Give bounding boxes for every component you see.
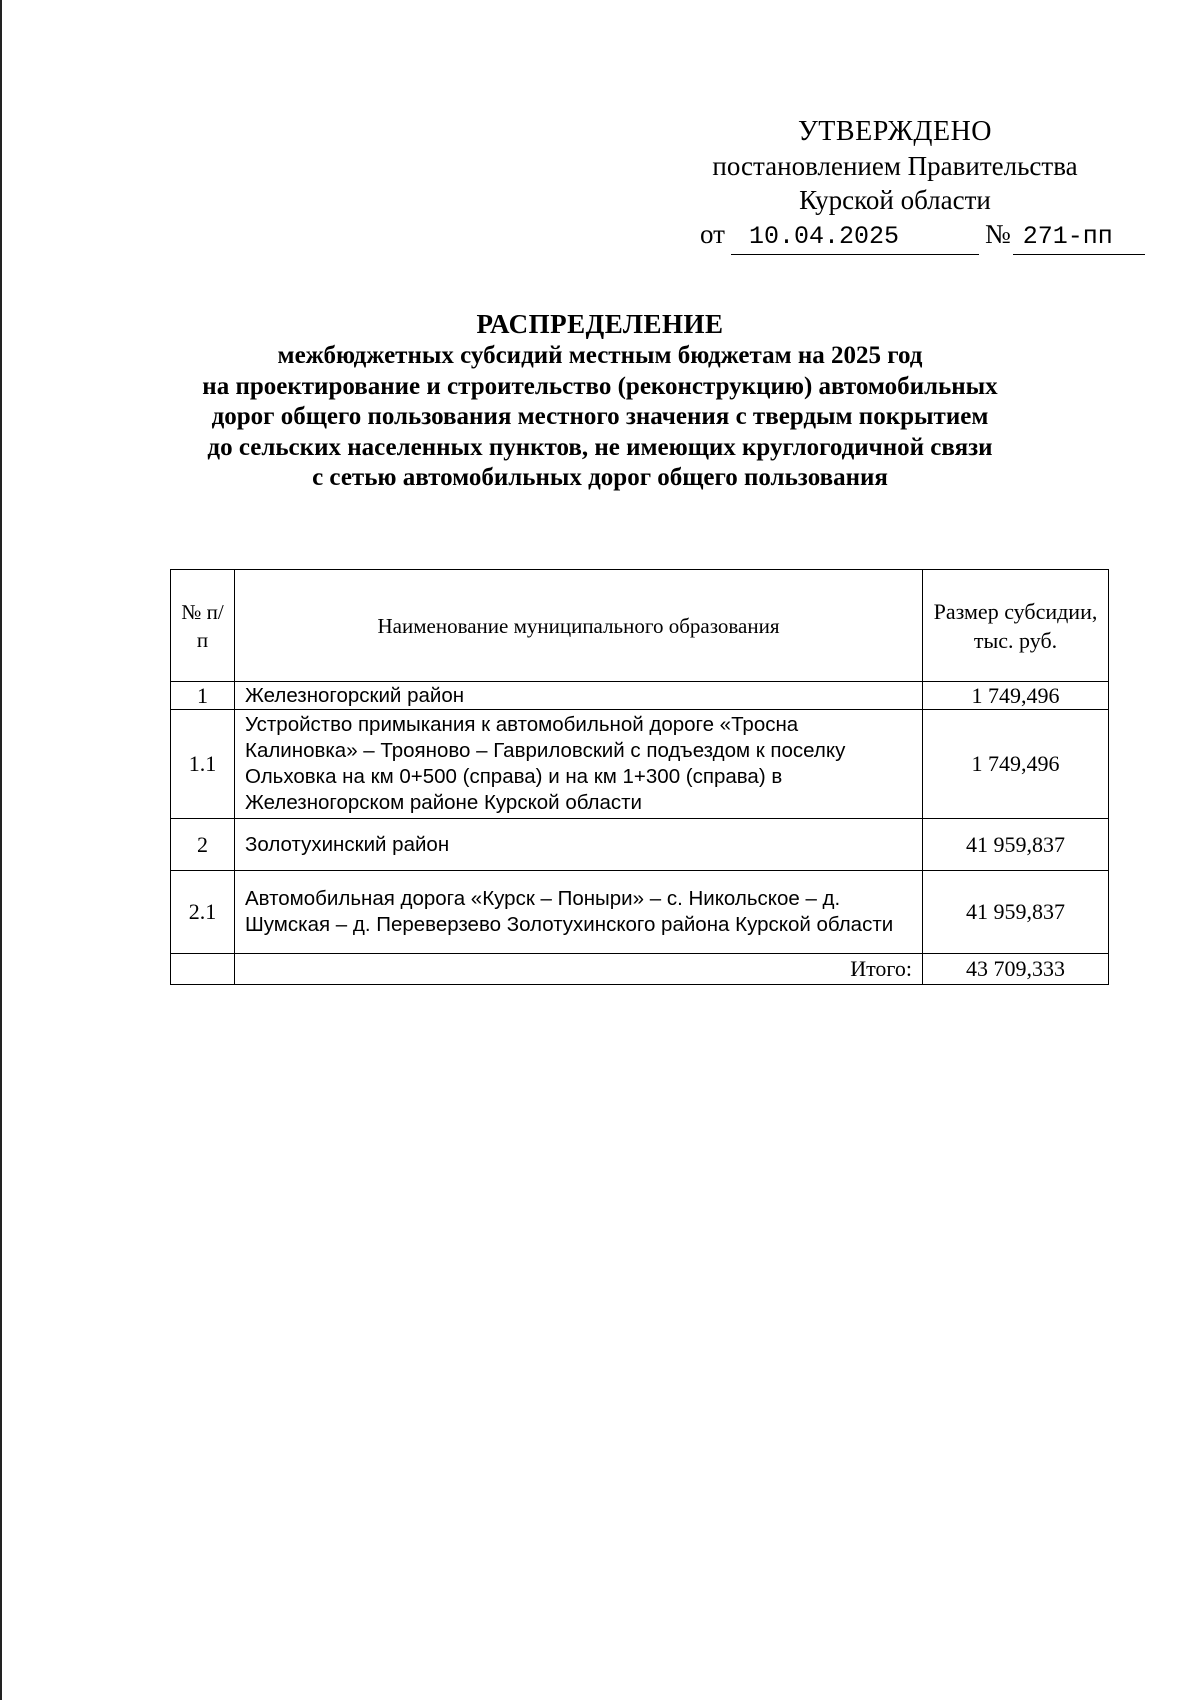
row-name: Устройство примыкания к автомобильной дороге «Тросна Калиновка» – Трояново – Гавриловский с подъездом к поселку Ольховка на км 0+500 (справа) и на км 1+300 (справа) в Железногорском районе Курской области bbox=[235, 710, 923, 819]
row-number: 1.1 bbox=[171, 710, 235, 819]
scan-edge bbox=[0, 0, 2, 1700]
approval-number: 271-пп bbox=[1013, 220, 1145, 255]
approval-date: 10.04.2025 bbox=[731, 220, 979, 255]
table-row bbox=[171, 819, 1109, 871]
approval-line-2: Курской области bbox=[799, 185, 991, 215]
subsidy-table bbox=[170, 569, 1109, 985]
subtitle-line-2: на проектирование и строительство (реконструкцию) автомобильных bbox=[202, 372, 998, 400]
row-amount: 41 959,837 bbox=[923, 871, 1109, 954]
approval-date-number bbox=[690, 217, 1113, 255]
approval-stamp bbox=[690, 115, 1113, 255]
total-label: Итого: bbox=[235, 954, 923, 985]
row-amount: 1 749,496 bbox=[923, 682, 1109, 710]
table-row bbox=[171, 682, 1109, 710]
subtitle-line-4: до сельских населенных пунктов, не имеющих круглогодичной связи bbox=[207, 433, 993, 461]
header-name: Наименование муниципального образования bbox=[235, 570, 923, 682]
row-number: 2 bbox=[171, 819, 235, 871]
total-amount: 43 709,333 bbox=[923, 954, 1109, 985]
row-name: Железногорский район bbox=[235, 682, 923, 710]
header-number: № п/п bbox=[171, 570, 235, 682]
header-amount: Размер субсидии, тыс. руб. bbox=[923, 570, 1109, 682]
date-prefix: от bbox=[700, 219, 725, 249]
table-row bbox=[171, 871, 1109, 954]
number-prefix: № bbox=[984, 219, 1011, 249]
row-amount: 41 959,837 bbox=[923, 819, 1109, 871]
row-number: 1 bbox=[171, 682, 235, 710]
table-header-row bbox=[171, 570, 1109, 682]
document-heading: РАСПРЕДЕЛЕНИЕ bbox=[476, 309, 724, 339]
subtitle-line-1: межбюджетных субсидий местным бюджетам на 2025 год bbox=[277, 342, 923, 369]
subtitle-line-5: с сетью автомобильных дорог общего пользования bbox=[312, 464, 888, 491]
approval-line-1: постановлением Правительства bbox=[712, 151, 1078, 181]
row-name: Золотухинский район bbox=[235, 819, 923, 871]
subtitle-line-3: дорог общего пользования местного значения с твердым покрытием bbox=[211, 403, 989, 430]
table-row bbox=[171, 710, 1109, 819]
approval-title: УТВЕРЖДЕНО bbox=[797, 116, 993, 147]
row-amount: 1 749,496 bbox=[923, 710, 1109, 819]
row-name: Автомобильная дорога «Курск – Поныри» – с. Никольское – д. Шумская – д. Переверзево Золотухинского района Курской области bbox=[235, 871, 923, 954]
document-title bbox=[150, 307, 1050, 494]
table-total-row bbox=[171, 954, 1109, 985]
total-number-cell bbox=[171, 954, 235, 985]
row-number: 2.1 bbox=[171, 871, 235, 954]
